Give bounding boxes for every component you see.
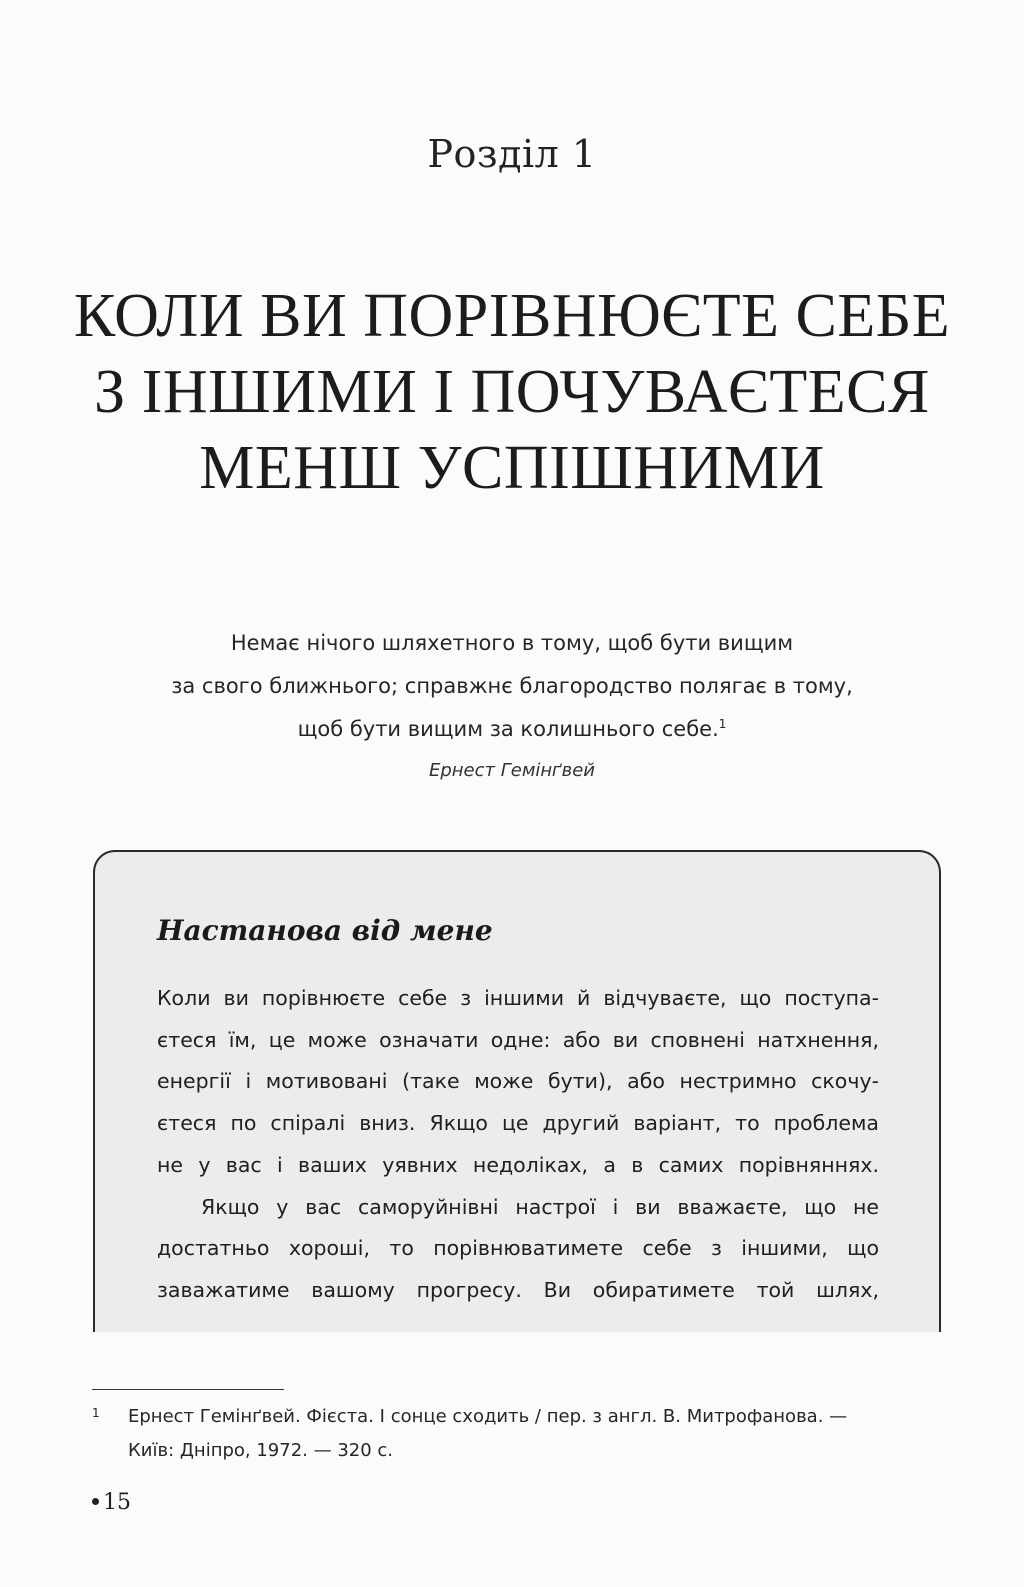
bullet-icon: [92, 1498, 99, 1505]
chapter-title-line: З ІНШИМИ І ПОЧУВАЄТЕСЯ: [94, 358, 930, 426]
sidebar-heading: Настанова від мене: [157, 914, 493, 947]
sidebar-line: Коли ви порівнюєте себе з іншими й відчуваєте, що поступа-: [157, 986, 879, 1010]
epigraph-line: за свого ближнього; справжнє благородство полягає в тому,: [171, 674, 853, 698]
footnote-rule: [92, 1389, 284, 1390]
chapter-label: Розділ 1: [427, 132, 597, 176]
epigraph-line: [112, 708, 912, 751]
epigraph-footnote-mark: 1: [718, 717, 727, 731]
sidebar-box: [93, 850, 941, 1332]
chapter-title: [60, 278, 964, 506]
sidebar-line: єтеся їм, це може означати одне: або ви сповнені натхнення,: [157, 1027, 879, 1052]
sidebar-body: [157, 978, 879, 1312]
footnote-line: Ернест Гемінґвей. Фієста. І сонце сходить / пер. з англ. В. Митрофанова. —: [128, 1406, 848, 1427]
chapter-title-line: КОЛИ ВИ ПОРІВНЮЄТЕ СЕБЕ: [73, 282, 951, 350]
sidebar-line: енергії і мотивовані (таке може бути), або нестримно скочу-: [157, 1069, 879, 1094]
sidebar-line: достатньо хороші, то порівнюватимете себе з іншими, що: [157, 1236, 879, 1261]
sidebar-line: єтеся по спіралі вниз. Якщо це другий варіант, то проблема: [157, 1111, 879, 1136]
page-number: [92, 1490, 131, 1515]
footnote-number: 1: [92, 1406, 100, 1420]
epigraph-line-text: щоб бути вищим за колишнього себе.: [297, 717, 719, 741]
epigraph-line: Немає нічого шляхетного в тому, щоб бути вищим: [230, 631, 794, 655]
footnote-line: Київ: Дніпро, 1972. — 320 с.: [128, 1440, 394, 1461]
sidebar-line: заважатиме вашому прогресу. Ви обиратимете той шлях,: [157, 1277, 879, 1302]
epigraph: [112, 622, 912, 751]
page-number-value: 15: [103, 1490, 131, 1515]
footnote-text: [128, 1400, 948, 1468]
sidebar-line: Якщо у вас саморуйнівні настрої і ви вважаєте, що не: [201, 1194, 879, 1219]
chapter-title-line: МЕНШ УСПІШНИМИ: [199, 434, 825, 502]
epigraph-author: Ернест Гемінґвей: [428, 760, 596, 781]
sidebar-line: не у вас і ваших уявних недоліках, а в самих порівняннях.: [157, 1152, 879, 1177]
